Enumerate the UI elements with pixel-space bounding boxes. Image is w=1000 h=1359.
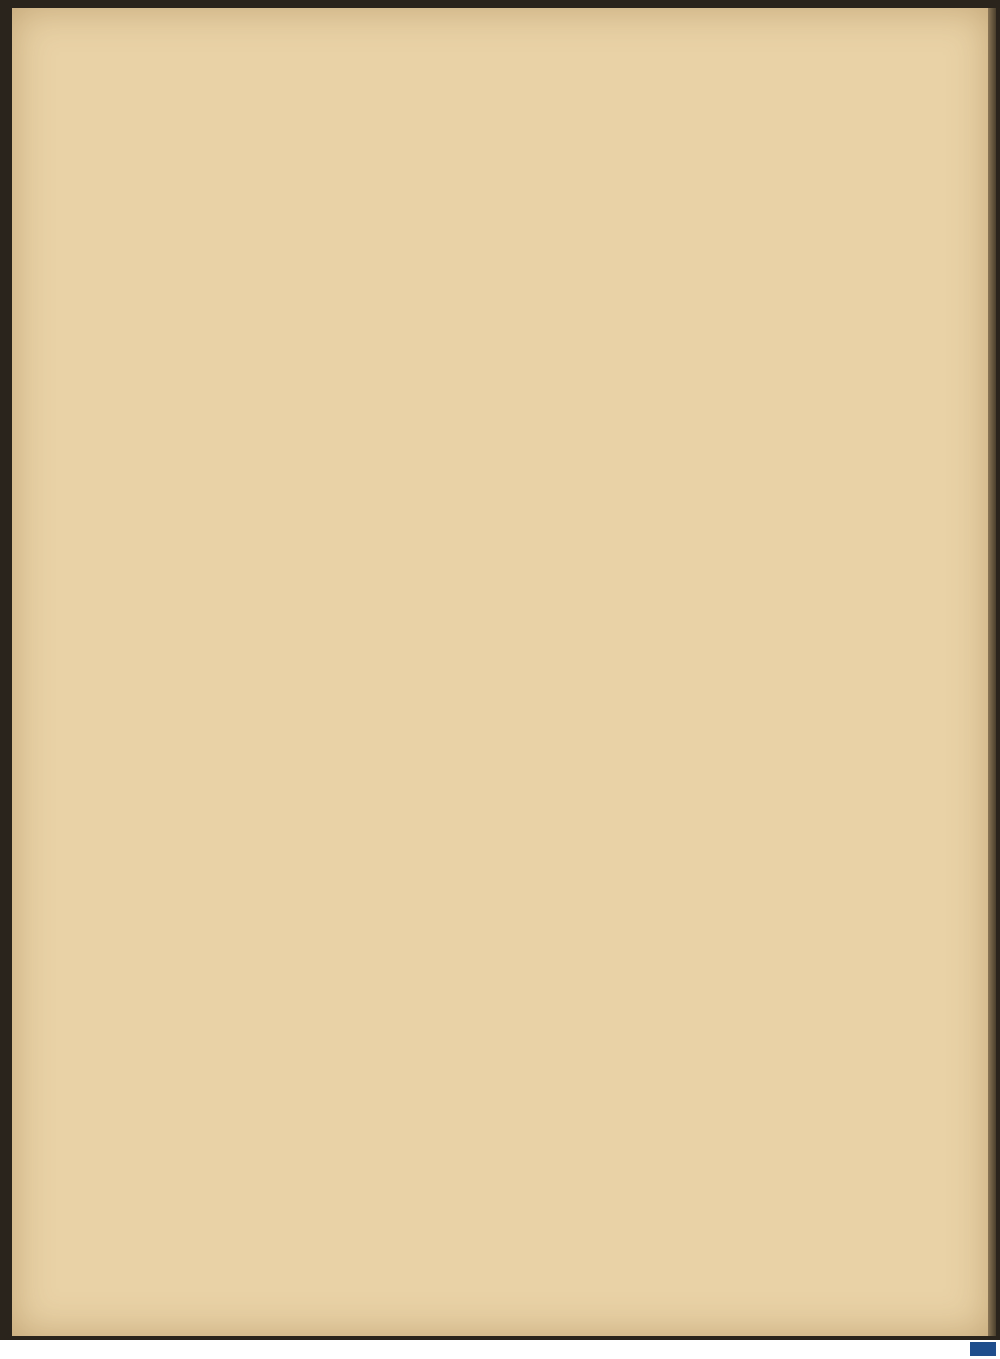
chapter-title-line2 [144, 174, 952, 214]
page-edge [988, 8, 996, 1336]
dfg-logo [970, 1342, 996, 1356]
footer-bar [0, 1340, 1000, 1359]
chapter-heading [144, 84, 952, 124]
page-text [144, 58, 952, 258]
catchword [144, 226, 952, 258]
book-page [12, 8, 996, 1336]
chapter-title-line1 [144, 134, 952, 174]
